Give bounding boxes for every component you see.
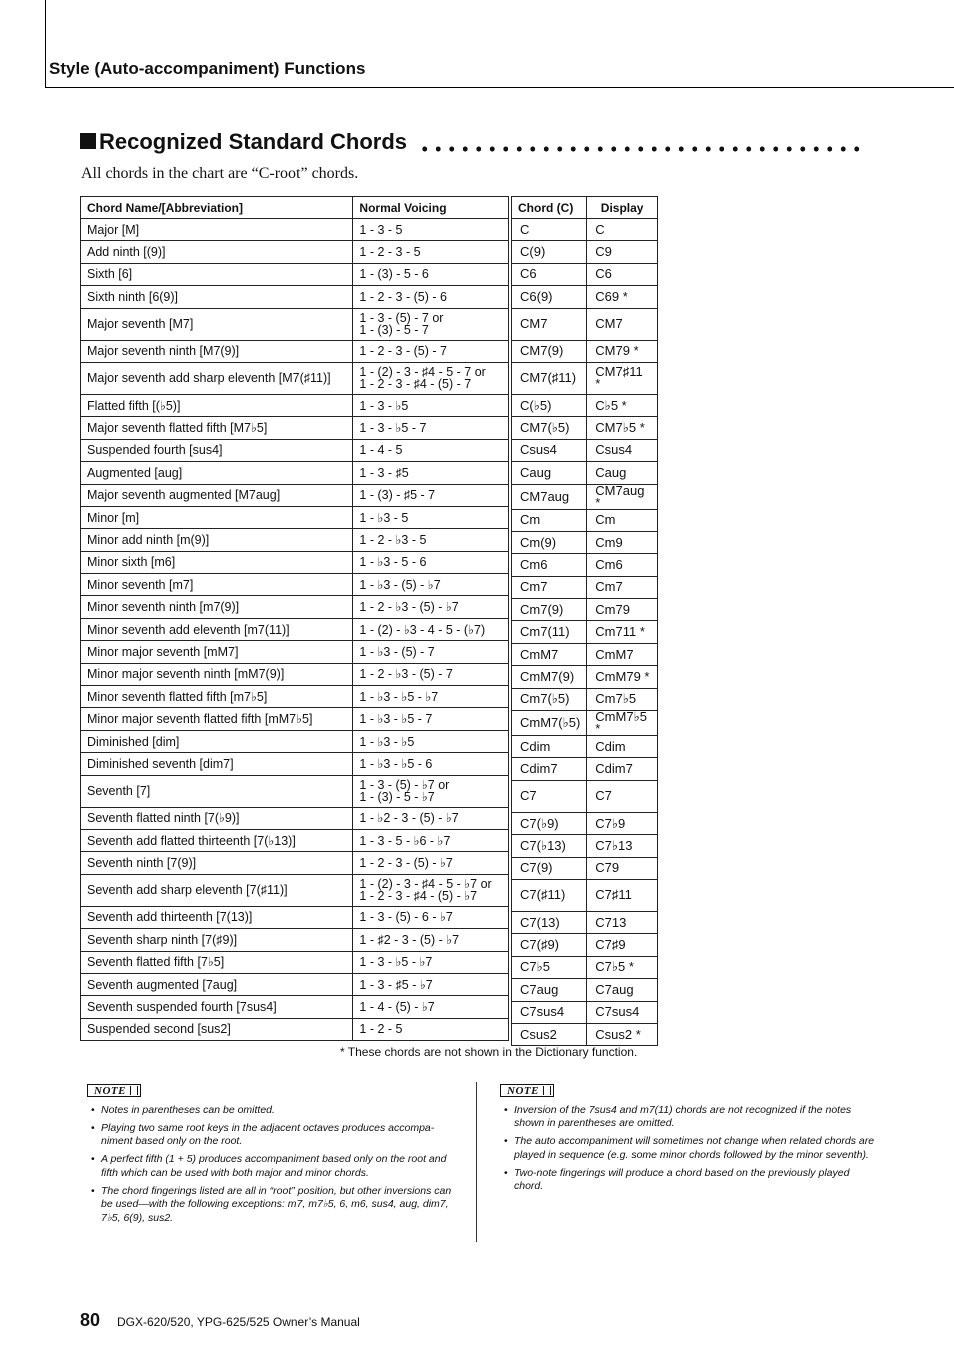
voicing-cell: 1 - 3 - 5 xyxy=(353,219,509,241)
chord-name-cell: Seventh add thirteenth [7(13)] xyxy=(81,906,353,928)
chord-name-cell: Major seventh [M7] xyxy=(81,308,353,340)
display-cell: Cm6 xyxy=(587,554,658,576)
display-cell: C♭5 * xyxy=(587,394,658,416)
chord-name-cell: Suspended fourth [sus4] xyxy=(81,439,353,461)
display-cell: Csus2 * xyxy=(587,1023,658,1045)
chord-name-cell: Seventh sharp ninth [7(♯9)] xyxy=(81,929,353,951)
table-row xyxy=(512,911,658,933)
table-row xyxy=(81,730,509,752)
display-cell: C7♭9 xyxy=(587,812,658,834)
column-header-chord-c: Chord (C) xyxy=(512,197,587,219)
chord-symbol-cell: C7♭5 xyxy=(512,956,587,978)
table-row xyxy=(81,506,509,528)
chord-name-cell: Seventh [7] xyxy=(81,775,353,807)
display-cell: C9 xyxy=(587,241,658,263)
chord-symbol-cell: CM7aug xyxy=(512,484,587,509)
chord-symbol-cell: C7(13) xyxy=(512,911,587,933)
note-label: NOTE xyxy=(87,1084,141,1097)
voicing-cell: 1 - (3) - 5 - 6 xyxy=(353,263,509,285)
table-row xyxy=(512,286,658,308)
voicing-cell: 1 - 2 - 3 - (5) - 6 xyxy=(353,286,509,308)
chord-name-cell: Major seventh augmented [M7aug] xyxy=(81,484,353,506)
display-cell: Csus4 xyxy=(587,439,658,461)
chord-symbol-cell: Cm7(11) xyxy=(512,621,587,643)
display-cell: Cm7♭5 xyxy=(587,688,658,710)
voicing-cell: 1 - ♭3 - ♭5 - 6 xyxy=(353,753,509,775)
display-cell: Cdim7 xyxy=(587,758,658,780)
section-title: Style (Auto-accompaniment) Functions xyxy=(49,59,366,78)
display-cell: Cdim xyxy=(587,736,658,758)
display-cell: Cm79 xyxy=(587,599,658,621)
column-header-normal-voicing: Normal Voicing xyxy=(353,197,509,219)
chord-name-cell: Minor [m] xyxy=(81,506,353,528)
voicing-cell: 1 - 3 - (5) - 6 - ♭7 xyxy=(353,906,509,928)
chord-name-cell: Sixth ninth [6(9)] xyxy=(81,286,353,308)
chord-symbol-cell: Cdim xyxy=(512,736,587,758)
chord-name-cell: Minor seventh add eleventh [m7(11)] xyxy=(81,618,353,640)
chord-name-cell: Seventh augmented [7aug] xyxy=(81,973,353,995)
chord-display-table xyxy=(511,196,658,1046)
chord-symbol-cell: CmM7(9) xyxy=(512,666,587,688)
voicing-cell: 1 - ♭3 - ♭5 xyxy=(353,730,509,752)
chord-symbol-cell: Cm7(9) xyxy=(512,599,587,621)
voicing-cell: 1 - 2 - 5 xyxy=(353,1018,509,1040)
chord-name-cell: Minor major seventh [mM7] xyxy=(81,641,353,663)
table-row xyxy=(81,618,509,640)
voicing-cell: 1 - 2 - ♭3 - (5) - ♭7 xyxy=(353,596,509,618)
voicing-cell: 1 - 3 - ♭5 - 7 xyxy=(353,417,509,439)
table-row xyxy=(512,1001,658,1023)
display-cell: C6 xyxy=(587,263,658,285)
chord-symbol-cell: CM7(♭5) xyxy=(512,417,587,439)
display-cell: C7 xyxy=(587,780,658,812)
voicing-cell: 1 - 3 - (5) - ♭7 or 1 - (3) - 5 - ♭7 xyxy=(353,775,509,807)
table-row xyxy=(81,829,509,851)
chord-symbol-cell: C7 xyxy=(512,780,587,812)
chord-symbol-cell: Cm6 xyxy=(512,554,587,576)
display-cell: CmM7 xyxy=(587,643,658,665)
header-horizontal-rule xyxy=(45,87,954,88)
chord-symbol-cell: C7(♭9) xyxy=(512,812,587,834)
table-row xyxy=(512,736,658,758)
chord-symbol-cell: Csus4 xyxy=(512,439,587,461)
page-subtitle: All chords in the chart are “C-root” chords. xyxy=(81,165,359,182)
table-row xyxy=(81,551,509,573)
display-cell: CM7aug * xyxy=(587,484,658,509)
table-row xyxy=(512,394,658,416)
display-cell: CM7♯11 * xyxy=(587,362,658,394)
voicing-cell: 1 - 2 - 3 - 5 xyxy=(353,241,509,263)
table-row xyxy=(81,263,509,285)
display-cell: C79 xyxy=(587,857,658,879)
table-row xyxy=(512,554,658,576)
table-row xyxy=(512,666,658,688)
chord-symbol-cell: Cm(9) xyxy=(512,531,587,553)
display-cell: C713 xyxy=(587,911,658,933)
table-row xyxy=(512,340,658,362)
table-row xyxy=(81,807,509,829)
chord-symbol-cell: CmM7 xyxy=(512,643,587,665)
note-box-left xyxy=(87,1084,465,1230)
display-cell: Cm7 xyxy=(587,576,658,598)
table-row xyxy=(512,439,658,461)
chord-symbol-cell: Cm7(♭5) xyxy=(512,688,587,710)
table-row xyxy=(81,641,509,663)
page-title: Recognized Standard Chords xyxy=(99,129,408,154)
display-cell: CM79 * xyxy=(587,340,658,362)
table-row xyxy=(81,308,509,340)
table-row xyxy=(512,812,658,834)
table-row xyxy=(512,979,658,1001)
table-row xyxy=(81,906,509,928)
voicing-cell: 1 - 2 - ♭3 - 5 xyxy=(353,529,509,551)
table-row xyxy=(512,241,658,263)
table-row xyxy=(512,956,658,978)
table-footnote: * These chords are not shown in the Dictionary function. xyxy=(340,1045,638,1059)
column-header-chord-name: Chord Name/[Abbreviation] xyxy=(81,197,353,219)
chord-symbol-cell: C7(9) xyxy=(512,857,587,879)
table-row xyxy=(81,439,509,461)
voicing-cell: 1 - 3 - 5 - ♭6 - ♭7 xyxy=(353,829,509,851)
note-list xyxy=(87,1104,465,1226)
display-cell: C7♯11 xyxy=(587,879,658,911)
table-row xyxy=(512,879,658,911)
voicing-cell: 1 - ♭3 - ♭5 - ♭7 xyxy=(353,686,509,708)
display-cell: C7sus4 xyxy=(587,1001,658,1023)
table-row xyxy=(512,308,658,340)
chord-symbol-cell: Csus2 xyxy=(512,1023,587,1045)
chord-name-cell: Major [M] xyxy=(81,219,353,241)
note-item: • Playing two same root keys in the adjacent octaves produces accompa-niment based only on the root. xyxy=(87,1122,465,1149)
table-row xyxy=(81,241,509,263)
table-row xyxy=(81,663,509,685)
voicing-cell: 1 - 3 - ♭5 - ♭7 xyxy=(353,951,509,973)
chord-symbol-cell: C7(♯11) xyxy=(512,879,587,911)
chord-name-cell: Seventh ninth [7(9)] xyxy=(81,852,353,874)
chord-symbol-cell: C xyxy=(512,219,587,241)
heading-square-icon xyxy=(80,133,96,149)
chord-symbol-cell: C6(9) xyxy=(512,286,587,308)
chord-name-cell: Minor add ninth [m(9)] xyxy=(81,529,353,551)
chord-symbol-cell: C6 xyxy=(512,263,587,285)
header-vertical-rule xyxy=(45,0,46,87)
table-row xyxy=(512,857,658,879)
table-row xyxy=(81,929,509,951)
table-row xyxy=(81,417,509,439)
chord-name-cell: Minor sixth [m6] xyxy=(81,551,353,573)
table-row xyxy=(81,753,509,775)
table-row xyxy=(81,708,509,730)
chord-name-cell: Seventh add sharp eleventh [7(♯11)] xyxy=(81,874,353,906)
table-row xyxy=(512,531,658,553)
display-cell: C7♭13 xyxy=(587,835,658,857)
voicing-cell: 1 - 4 - 5 xyxy=(353,439,509,461)
chord-name-table xyxy=(80,196,509,1041)
table-row xyxy=(512,484,658,509)
note-list xyxy=(500,1104,880,1194)
table-row xyxy=(81,362,509,394)
chord-name-cell: Seventh add flatted thirteenth [7(♭13)] xyxy=(81,829,353,851)
chord-symbol-cell: C7sus4 xyxy=(512,1001,587,1023)
note-item: • The auto accompaniment will sometimes not change when related chords are played in sequence (e.g. some minor chords followed by the minor seventh). xyxy=(500,1135,880,1162)
chord-name-cell: Major seventh flatted fifth [M7♭5] xyxy=(81,417,353,439)
notes-divider xyxy=(476,1082,477,1242)
display-cell: CmM7♭5 * xyxy=(587,711,658,736)
display-cell: Cm xyxy=(587,509,658,531)
chord-symbol-cell: CM7(♯11) xyxy=(512,362,587,394)
display-cell: Cm9 xyxy=(587,531,658,553)
chord-name-cell: Minor major seventh flatted fifth [mM7♭5] xyxy=(81,708,353,730)
table-row xyxy=(512,780,658,812)
voicing-cell: 1 - 3 - ♭5 xyxy=(353,394,509,416)
table-row xyxy=(81,852,509,874)
chord-name-cell: Sixth [6] xyxy=(81,263,353,285)
voicing-cell: 1 - 3 - ♯5 xyxy=(353,462,509,484)
chord-name-cell: Suspended second [sus2] xyxy=(81,1018,353,1040)
chord-symbol-cell: Cm7 xyxy=(512,576,587,598)
chord-name-cell: Seventh flatted ninth [7(♭9)] xyxy=(81,807,353,829)
voicing-cell: 1 - (2) - 3 - ♯4 - 5 - ♭7 or 1 - 2 - 3 - ♯4 - (5) - ♭7 xyxy=(353,874,509,906)
chord-symbol-cell: CmM7(♭5) xyxy=(512,711,587,736)
table-row xyxy=(81,874,509,906)
voicing-cell: 1 - ♭3 - 5 - 6 xyxy=(353,551,509,573)
note-item: • The chord fingerings listed are all in “root” position, but other inversions can be used—with the following exceptions: m7, m7♭5, 6, m6, sus4, aug, dim7, 7♭5, 6(9), sus2. xyxy=(87,1185,465,1226)
table-row xyxy=(81,596,509,618)
chord-name-cell: Major seventh ninth [M7(9)] xyxy=(81,340,353,362)
table-row xyxy=(512,688,658,710)
note-item: • A perfect fifth (1 + 5) produces accompaniment based only on the root and fifth which can be used with both major and minor chords. xyxy=(87,1153,465,1180)
table-row xyxy=(81,462,509,484)
chord-symbol-cell: CM7 xyxy=(512,308,587,340)
display-cell: C69 * xyxy=(587,286,658,308)
voicing-cell: 1 - (3) - ♯5 - 7 xyxy=(353,484,509,506)
column-header-display: Display xyxy=(587,197,658,219)
table-row xyxy=(81,996,509,1018)
table-row xyxy=(512,576,658,598)
chord-name-cell: Minor major seventh ninth [mM7(9)] xyxy=(81,663,353,685)
table-row xyxy=(81,973,509,995)
table-row xyxy=(512,835,658,857)
chord-name-cell: Major seventh add sharp eleventh [M7(♯11)] xyxy=(81,362,353,394)
table-row xyxy=(512,263,658,285)
display-cell: Caug xyxy=(587,462,658,484)
note-item: • Inversion of the 7sus4 and m7(11) chords are not recognized if the notes shown in parentheses are omitted. xyxy=(500,1104,880,1131)
display-cell: C xyxy=(587,219,658,241)
chord-symbol-cell: C7(♭13) xyxy=(512,835,587,857)
voicing-cell: 1 - 2 - ♭3 - (5) - 7 xyxy=(353,663,509,685)
chord-symbol-cell: Cm xyxy=(512,509,587,531)
table-row xyxy=(512,509,658,531)
chord-symbol-cell: CM7(9) xyxy=(512,340,587,362)
chord-name-cell: Augmented [aug] xyxy=(81,462,353,484)
table-row xyxy=(81,484,509,506)
table-row xyxy=(512,711,658,736)
table-row xyxy=(512,1023,658,1045)
table-row xyxy=(81,529,509,551)
chord-name-cell: Minor seventh ninth [m7(9)] xyxy=(81,596,353,618)
voicing-cell: 1 - (2) - 3 - ♯4 - 5 - 7 or 1 - 2 - 3 - ♯4 - (5) - 7 xyxy=(353,362,509,394)
page-number: 80 xyxy=(80,1310,101,1330)
table-row xyxy=(81,574,509,596)
chord-symbol-cell: C7aug xyxy=(512,979,587,1001)
table-row xyxy=(512,219,658,241)
page-heading xyxy=(80,129,407,155)
table-row xyxy=(512,599,658,621)
table-row xyxy=(81,394,509,416)
chord-symbol-cell: C(♭5) xyxy=(512,394,587,416)
note-box-right xyxy=(500,1084,880,1198)
note-label: NOTE xyxy=(500,1084,554,1097)
note-item: • Notes in parentheses can be omitted. xyxy=(87,1104,465,1118)
voicing-cell: 1 - 3 - ♯5 - ♭7 xyxy=(353,973,509,995)
voicing-cell: 1 - 4 - (5) - ♭7 xyxy=(353,996,509,1018)
voicing-cell: 1 - (2) - ♭3 - 4 - 5 - (♭7) xyxy=(353,618,509,640)
chord-name-cell: Seventh suspended fourth [7sus4] xyxy=(81,996,353,1018)
display-cell: C7aug xyxy=(587,979,658,1001)
chord-name-cell: Diminished [dim] xyxy=(81,730,353,752)
table-row xyxy=(81,340,509,362)
table-row xyxy=(512,934,658,956)
voicing-cell: 1 - ♭3 - 5 xyxy=(353,506,509,528)
chord-symbol-cell: Caug xyxy=(512,462,587,484)
voicing-cell: 1 - 2 - 3 - (5) - 7 xyxy=(353,340,509,362)
table-row xyxy=(81,951,509,973)
chord-name-cell: Seventh flatted fifth [7♭5] xyxy=(81,951,353,973)
table-row xyxy=(81,219,509,241)
voicing-cell: 1 - ♭2 - 3 - (5) - ♭7 xyxy=(353,807,509,829)
chord-name-cell: Diminished seventh [dim7] xyxy=(81,753,353,775)
display-cell: C7♯9 xyxy=(587,934,658,956)
note-item: • Two-note fingerings will produce a chord based on the previously played chord. xyxy=(500,1167,880,1194)
display-cell: CM7 xyxy=(587,308,658,340)
table-row xyxy=(512,462,658,484)
chord-symbol-cell: C7(♯9) xyxy=(512,934,587,956)
chord-symbol-cell: C(9) xyxy=(512,241,587,263)
display-cell: Cm711 * xyxy=(587,621,658,643)
table-row xyxy=(81,286,509,308)
chord-name-cell: Minor seventh [m7] xyxy=(81,574,353,596)
table-row xyxy=(512,417,658,439)
table-row xyxy=(81,775,509,807)
chord-symbol-cell: Cdim7 xyxy=(512,758,587,780)
table-row xyxy=(512,758,658,780)
chord-name-cell: Add ninth [(9)] xyxy=(81,241,353,263)
chord-name-cell: Minor seventh flatted fifth [m7♭5] xyxy=(81,686,353,708)
manual-title: DGX-620/520, YPG-625/525 Owner’s Manual xyxy=(117,1315,360,1329)
voicing-cell: 1 - 3 - (5) - 7 or 1 - (3) - 5 - 7 xyxy=(353,308,509,340)
table-row xyxy=(512,621,658,643)
voicing-cell: 1 - ♭3 - ♭5 - 7 xyxy=(353,708,509,730)
table-row xyxy=(81,686,509,708)
table-row xyxy=(512,643,658,665)
display-cell: C7♭5 * xyxy=(587,956,658,978)
table-row xyxy=(81,1018,509,1040)
display-cell: CmM79 * xyxy=(587,666,658,688)
table-row xyxy=(512,362,658,394)
voicing-cell: 1 - ♭3 - (5) - 7 xyxy=(353,641,509,663)
voicing-cell: 1 - 2 - 3 - (5) - ♭7 xyxy=(353,852,509,874)
voicing-cell: 1 - ♯2 - 3 - (5) - ♭7 xyxy=(353,929,509,951)
chord-name-cell: Flatted fifth [(♭5)] xyxy=(81,394,353,416)
display-cell: CM7♭5 * xyxy=(587,417,658,439)
voicing-cell: 1 - ♭3 - (5) - ♭7 xyxy=(353,574,509,596)
heading-dot-leader xyxy=(418,146,863,152)
